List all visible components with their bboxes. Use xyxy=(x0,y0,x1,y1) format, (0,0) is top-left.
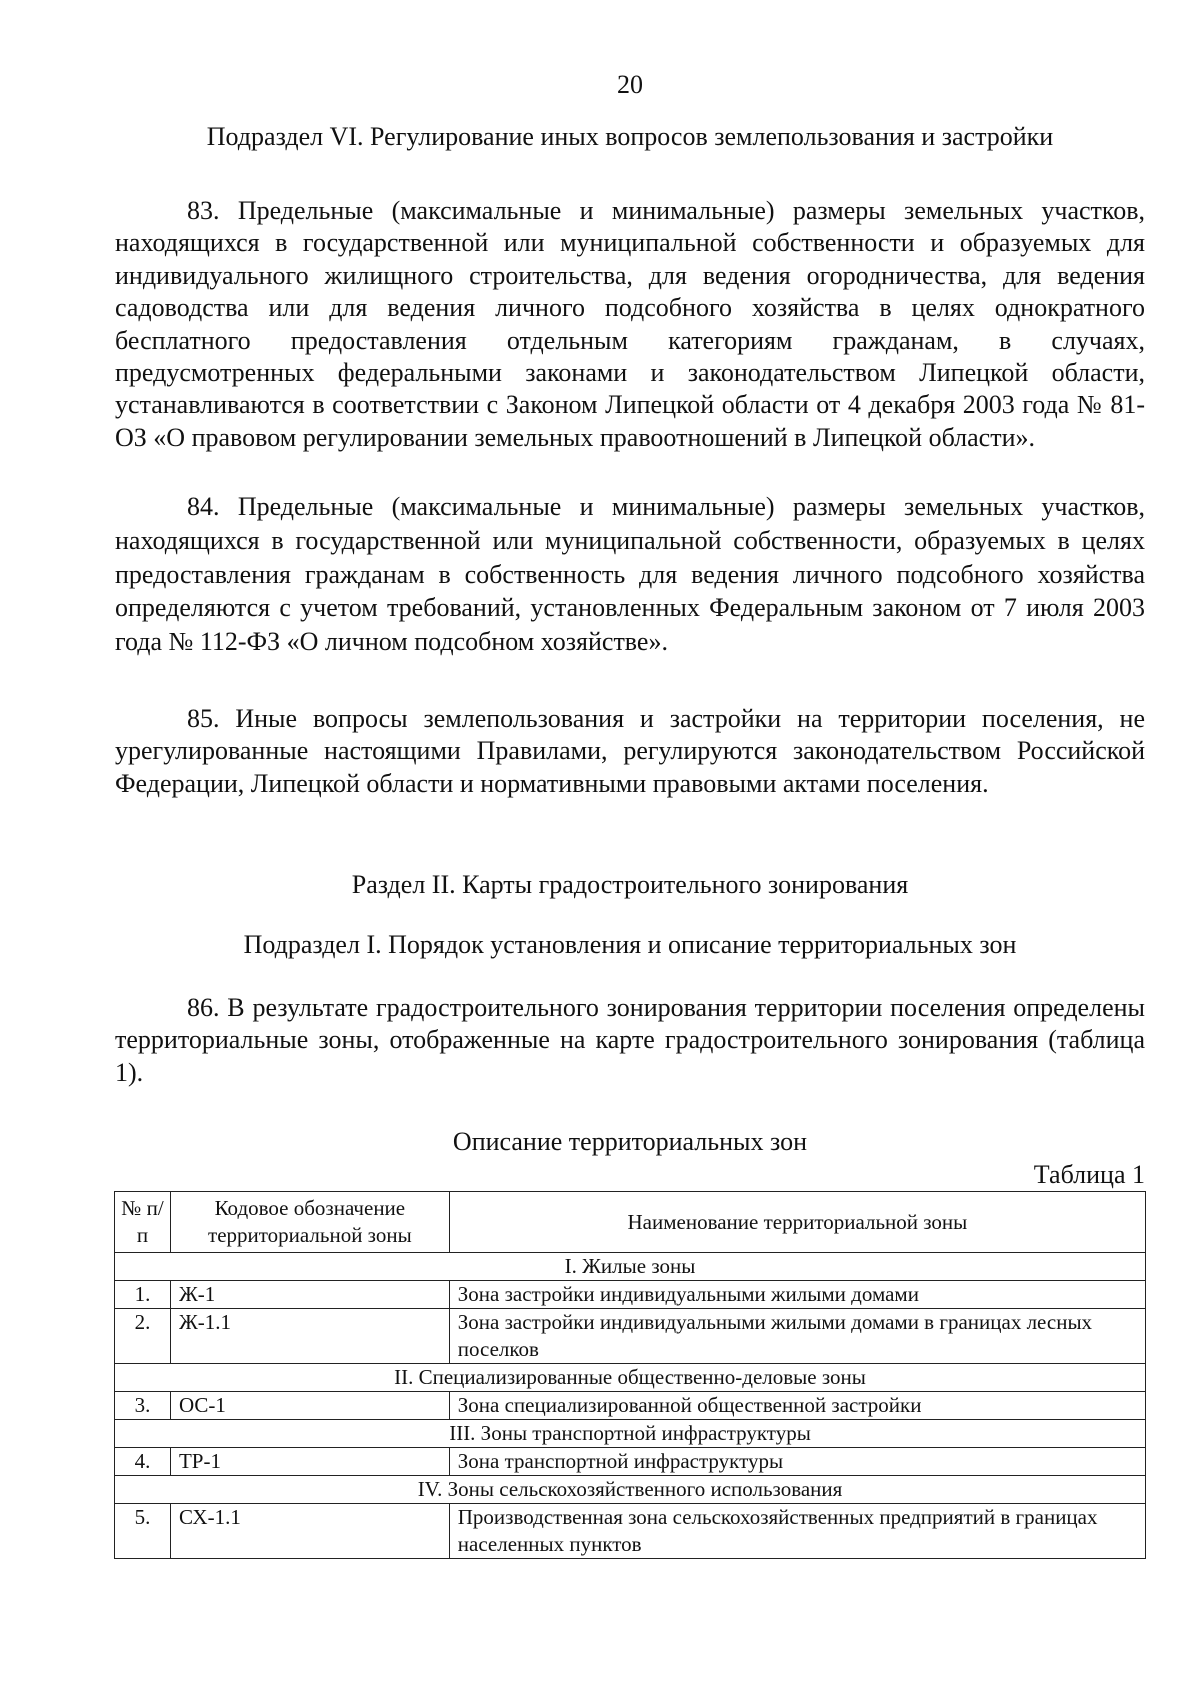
cell-code: ТР-1 xyxy=(170,1448,449,1476)
header-code: Кодовое обозначение территориальной зоны xyxy=(170,1192,449,1253)
table-body xyxy=(115,1253,1146,1559)
cell-name: Зона транспортной инфраструктуры xyxy=(449,1448,1145,1476)
table-row xyxy=(115,1392,1146,1420)
cell-num: 3. xyxy=(115,1392,171,1420)
table-group-row xyxy=(115,1420,1146,1448)
cell-num: 2. xyxy=(115,1309,171,1364)
table-row xyxy=(115,1504,1146,1559)
table-row xyxy=(115,1448,1146,1476)
cell-name: Зона специализированной общественной застройки xyxy=(449,1392,1145,1420)
group-title: II. Специализированные общественно-деловые зоны xyxy=(115,1364,1146,1392)
cell-num: 1. xyxy=(115,1281,171,1309)
cell-code: ОС-1 xyxy=(170,1392,449,1420)
cell-num: 4. xyxy=(115,1448,171,1476)
table-group-row xyxy=(115,1253,1146,1281)
cell-name: Производственная зона сельскохозяйственных предприятий в границах населенных пунктов xyxy=(449,1504,1145,1559)
group-title: I. Жилые зоны xyxy=(115,1253,1146,1281)
paragraph-83: 83. Предельные (максимальные и минимальные) размеры земельных участков, находящихся в государственной или муниципальной собственности и образуемых для индивидуального жилищного строительства, для ведения огородничества, для ведения садоводства или для ведения личного подсобного хозяйства в целях однократного бесплатного предоставления отдельным категориям гражданам, в случаях, предусмотренных федеральными законами и законодательством Липецкой области, устанавливаются в соответствии с Законом Липецкой области от 4 декабря 2003 года № 81-ОЗ «О правовом регулировании земельных правоотношений в Липецкой области». xyxy=(115,196,1145,452)
table-row xyxy=(115,1281,1146,1309)
section-ii-title: Раздел II. Карты градостроительного зонирования xyxy=(351,870,909,899)
header-num: № п/п xyxy=(115,1192,171,1253)
cell-num: 5. xyxy=(115,1504,171,1559)
table-label: Таблица 1 xyxy=(1033,1160,1145,1189)
subsection-i-title: Подраздел I. Порядок установления и описание территориальных зон xyxy=(243,930,1017,959)
table-header-row xyxy=(115,1192,1146,1253)
table-group-row xyxy=(115,1364,1146,1392)
page-number: 20 xyxy=(617,70,643,99)
group-title: IV. Зоны сельскохозяйственного использования xyxy=(115,1476,1146,1504)
paragraph-86: 86. В результате градостроительного зонирования территории поселения определены территориальные зоны, отображенные на карте градостроительного зонирования (таблица 1). xyxy=(115,993,1145,1087)
paragraph-84: 84. Предельные (максимальные и минимальные) размеры земельных участков, находящихся в государственной или муниципальной собственности, образуемых в целях предоставления гражданам в собственность для ведения личного подсобного хозяйства определяются с учетом требований, установленных Федеральным законом от 7 июля 2003 года № 112-ФЗ «О личном подсобном хозяйстве». xyxy=(115,492,1145,657)
zones-table xyxy=(114,1191,1146,1559)
cell-name: Зона застройки индивидуальными жилыми домами xyxy=(449,1281,1145,1309)
cell-code: Ж-1.1 xyxy=(170,1309,449,1364)
table-group-row xyxy=(115,1476,1146,1504)
cell-name: Зона застройки индивидуальными жилыми домами в границах лесных поселков xyxy=(449,1309,1145,1364)
table-title: Описание территориальных зон xyxy=(452,1127,808,1156)
subsection-vi-title: Подраздел VI. Регулирование иных вопросов землепользования и застройки xyxy=(206,122,1054,151)
header-name: Наименование территориальной зоны xyxy=(449,1192,1145,1253)
table-row xyxy=(115,1309,1146,1364)
group-title: III. Зоны транспортной инфраструктуры xyxy=(115,1420,1146,1448)
cell-code: СХ-1.1 xyxy=(170,1504,449,1559)
cell-code: Ж-1 xyxy=(170,1281,449,1309)
paragraph-85: 85. Иные вопросы землепользования и застройки на территории поселения, не урегулированные настоящими Правилами, регулируются законодательством Российской Федерации, Липецкой области и нормативными правовыми актами поселения. xyxy=(115,704,1145,798)
